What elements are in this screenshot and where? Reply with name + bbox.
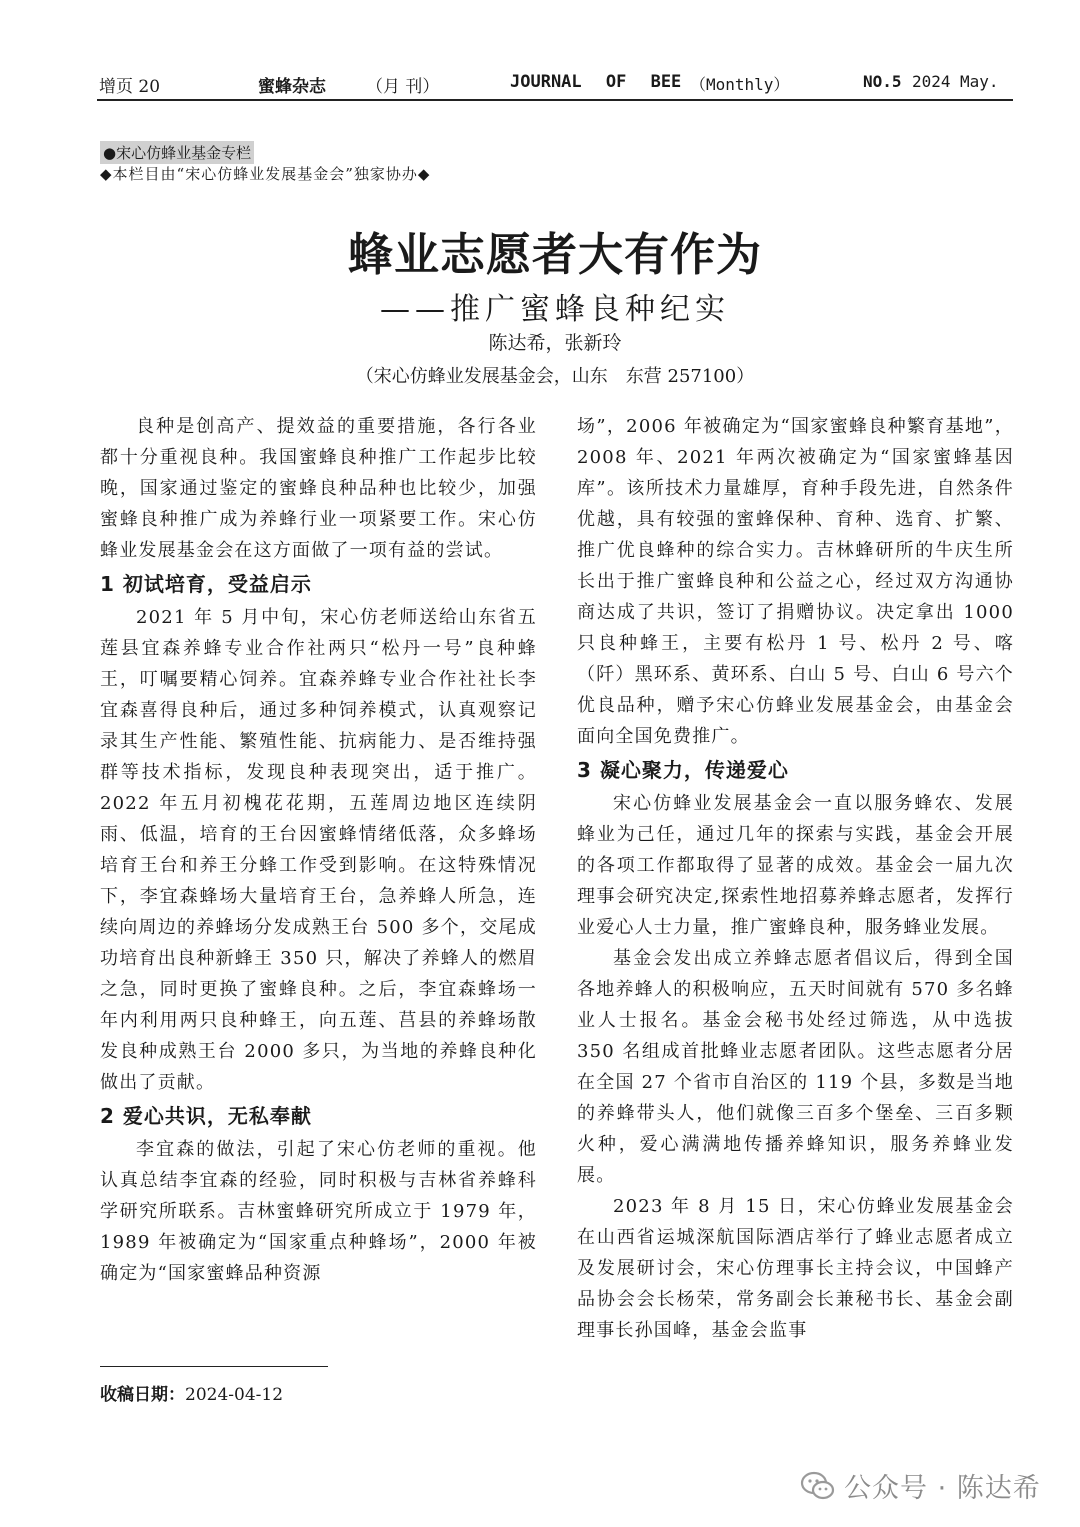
column-note: ◆本栏目由“宋心仿蜂业发展基金会”独家协办◆ [100,165,431,183]
header-rule [97,99,1013,101]
body-column-left [100,411,537,1289]
column-tag: ●宋心仿蜂业基金专栏 [100,141,254,164]
article-affiliation: （宋心仿蜂业发展基金会，山东 东营 257100） [355,366,755,387]
footnote-rule [100,1366,328,1367]
section-3-paragraph-2: 基金会发出成立养蜂志愿者倡议后，得到全国各地养蜂人的积极响应，五天时间就有 570 多名蜂业人士报名。基金会秘书处经过筛选，从中选拔 350 名组成首批蜂业志愿者团队。这些志愿者分居在全国 27 个省市自治区的 119 个县，多数是当地的养蜂带头人，他们就像三百多个堡垒、三百多颗火种，爱心满满地传播养蜂知识，服务养蜂业发展。 [577,948,1014,1186]
watermark-text: 公众号 · 陈达希 [844,1473,1041,1504]
issue-number: NO.5 [863,72,902,91]
journal-name-en: JOURNAL OF BEE [510,72,682,92]
section-heading-2: 2 爱心共识，无私奉献 [100,1104,312,1128]
watermark [800,1466,1041,1505]
journal-name-cn: 蜜蜂杂志 [258,77,326,97]
article-authors: 陈达希，张新玲 [488,332,622,354]
body-column-right [577,411,1014,1346]
intro-paragraph: 良种是创高产、提效益的重要措施，各行各业都十分重视良种。我国蜜蜂良种推广工作起步比较晚，国家通过鉴定的蜜蜂良种品种也比较少，加强蜜蜂良种推广成为养蜂行业一项紧要工作。宋心仿蜂业发展基金会在这方面做了一项有益的尝试。 [100,416,537,561]
page-number: 增页 20 [99,77,161,97]
wechat-icon [800,1470,836,1502]
section-3-paragraph-3: 2023 年 8 月 15 日，宋心仿蜂业发展基金会在山西省运城深航国际酒店举行了蜂业志愿者成立及发展研讨会，宋心仿理事长主持会议，中国蜂产品协会会长杨荣，常务副会长兼秘书长、基金会副理事长孙国峰，基金会监事 [577,1196,1014,1341]
section-2-paragraph-continued: 场”，2006 年被确定为“国家蜜蜂良种繁育基地”，2008 年、2021 年两次被确定为“国家蜜蜂基因库”。该所技术力量雄厚，育种手段先进，自然条件优越，具有较强的蜜蜂保种、育种、选育、扩繁、推广优良蜂种的综合实力。吉林蜂研所的牛庆生所长出于推广蜜蜂良种和公益之心，经过双方沟通协商达成了共识，签订了捐赠协议。决定拿出 1000 只良种蜂王，主要有松丹 1 号、松丹 2 号、喀（阡）黑环系、黄环系、白山 5 号、白山 6 号六个优良品种，赠予宋心仿蜂业发展基金会，由基金会面向全国免费推广。 [577,416,1014,747]
received-date [100,1380,283,1405]
journal-frequency: （月 刊） [366,77,440,97]
article-subtitle: ——推广蜜蜂良种纪实 [380,292,730,327]
article-title: 蜂业志愿者大有作为 [347,228,762,281]
section-heading-3: 3 凝心聚力，传递爱心 [577,758,789,782]
received-label: 收稿日期： [100,1385,185,1405]
section-1-paragraph: 2021 年 5 月中旬，宋心仿老师送给山东省五莲县宜森养蜂专业合作社两只“松丹一号”良种蜂王，叮嘱要精心饲养。宜森养蜂专业合作社社长李宜森喜得良种后，通过多种饲养模式，认真观察记录其生产性能、繁殖性能、抗病能力、是否维持强群等技术指标，发现良种表现突出，适于推广。2022 年五月初槐花花期，五莲周边地区连续阴雨、低温，培育的王台因蜜蜂情绪低落，众多蜂场培育王台和养王分蜂工作受到影响。在这特殊情况下，李宜森蜂场大量培育王台，急养蜂人所急，连续向周边的养蜂场分发成熟王台 500 多个，交尾成功培育出良种新蜂王 350 只，解决了养蜂人的燃眉之急，同时更换了蜜蜂良种。之后，李宜森蜂场一年内利用两只良种蜂王，向五莲、莒县的养蜂场散发良种成熟王台 2000 多只，为当地的养蜂良种化做出了贡献。 [100,607,537,1093]
issue-year: 2024 [912,72,951,91]
journal-monthly: （Monthly） [690,75,790,94]
received-value: 2024-04-12 [185,1385,284,1405]
issue-month: May. [960,72,999,91]
section-heading-1: 1 初试培育，受益启示 [100,572,312,596]
section-3-paragraph-1: 宋心仿蜂业发展基金会一直以服务蜂农、发展蜂业为己任，通过几年的探索与实践，基金会开展的各项工作都取得了显著的成效。基金会一届九次理事会研究决定,探索性地招募养蜂志愿者，发挥行业爱心人士力量，推广蜜蜂良种，服务蜂业发展。 [577,793,1014,938]
section-2-paragraph: 李宜森的做法，引起了宋心仿老师的重视。他认真总结李宜森的经验，同时积极与吉林省养蜂科学研究所联系。吉林蜜蜂研究所成立于 1979 年，1989 年被确定为“国家重点种蜂场”，2000 年被确定为“国家蜜蜂品种资源 [100,1139,537,1284]
